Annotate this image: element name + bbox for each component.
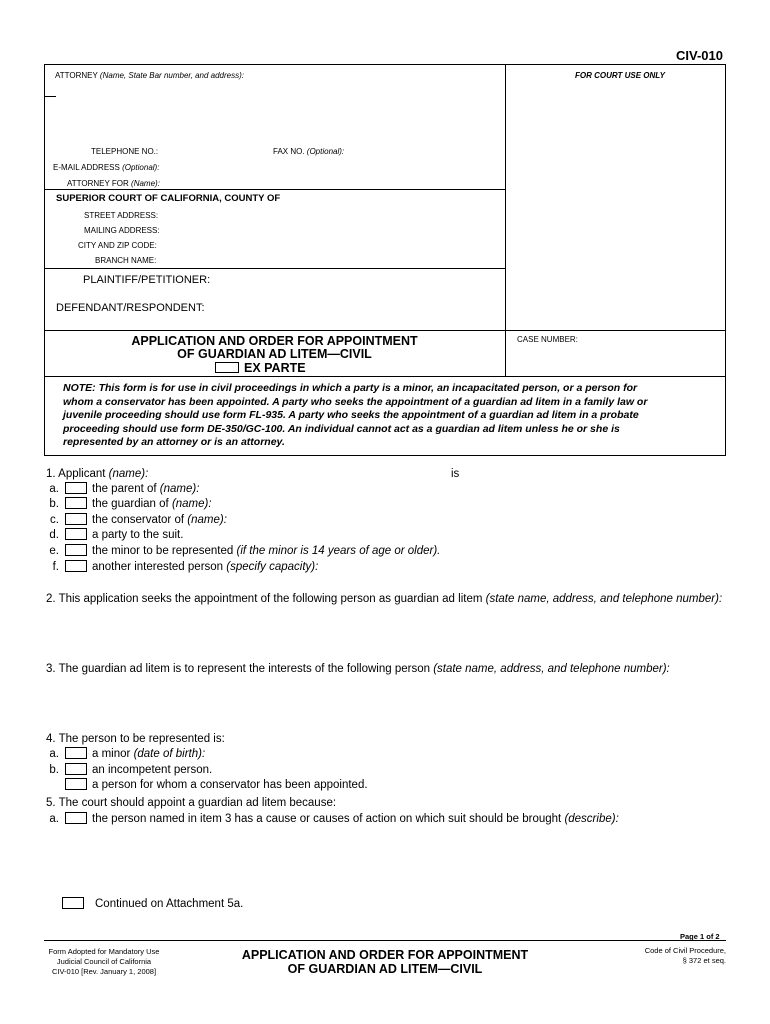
item1-checkbox-f[interactable] [65,560,87,572]
item5-checkbox-a[interactable] [65,812,87,824]
footer-right: Code of Civil Procedure, § 372 et seq. [644,946,726,965]
footer-rule [44,940,726,941]
mark [44,96,56,97]
item4-checkbox-a[interactable] [65,747,87,759]
divider [44,268,505,269]
form-number: CIV-010 [676,48,723,63]
item1-applicant: 1. Applicant (name): [46,468,149,480]
divider [44,330,726,331]
item1-checkbox-c[interactable] [65,513,87,525]
continued-attachment-row: Continued on Attachment 5a. [62,898,243,910]
divider [44,189,505,190]
item4-checkbox-c[interactable] [65,778,87,790]
attorney-for-label: ATTORNEY FOR (Name): [67,179,160,188]
ex-parte-row: EX PARTE [215,361,306,375]
attorney-label: ATTORNEY (Name, State Bar number, and address): [55,71,244,80]
case-divider [505,330,506,376]
street-address-label: STREET ADDRESS: [84,211,159,220]
plaintiff-label: PLAINTIFF/PETITIONER: [83,274,211,286]
court-title: SUPERIOR COURT OF CALIFORNIA, COUNTY OF [56,193,281,204]
form-title-line2: OF GUARDIAN AD LITEM—CIVIL [177,347,372,361]
item1-option-f: f. another interested person (specify capacity): [52,561,319,574]
item4-checkbox-b[interactable] [65,763,87,775]
city-zip-label: CITY AND ZIP CODE: [78,241,157,250]
item4-label: 4. The person to be represented is: [46,733,225,745]
item4-option-c: a person for whom a conservator has been appointed. [41,779,368,791]
item1-is: is [451,468,460,480]
footer-left: Form Adopted for Mandatory Use Judicial Council of California CIV-010 [Rev. January 1, 2008] [48,947,160,976]
item1-checkbox-b[interactable] [65,497,87,509]
fax-label: FAX NO. (Optional): [273,147,345,156]
footer-title: APPLICATION AND ORDER FOR APPOINTMENT OF GUARDIAN AD LITEM—CIVIL [241,948,529,976]
item1-option-b: b. the guardian of (name): [49,498,212,511]
item1-checkbox-d[interactable] [65,528,87,540]
form-title-line1: APPLICATION AND ORDER FOR APPOINTMENT [131,334,418,348]
court-use-only: FOR COURT USE ONLY [575,71,665,80]
item5-label: 5. The court should appoint a guardian ad litem because: [46,797,337,809]
item1-checkbox-e[interactable] [65,544,87,556]
email-label: E-MAIL ADDRESS (Optional): [53,163,160,172]
item1-option-c: c. the conservator of (name): [50,514,227,527]
item1-option-e: e. the minor to be represented (if the minor is 14 years of age or older). [49,545,441,558]
item3: 3. The guardian ad litem is to represent the interests of the following person (state name, address, and telephone number): [46,663,670,675]
court-use-divider [505,64,506,330]
item2: 2. This application seeks the appointment of the following person as guardian ad litem (state name, address, and telephone number): [46,593,723,605]
telephone-label: TELEPHONE NO.: [91,147,159,156]
item4-option-b: b. an incompetent person. [49,764,213,777]
defendant-label: DEFENDANT/RESPONDENT: [56,302,205,314]
continued-checkbox[interactable] [62,897,84,909]
ex-parte-checkbox[interactable] [215,362,239,373]
item4-option-a: a. a minor (date of birth): [49,748,206,761]
divider [44,376,726,377]
case-number-label: CASE NUMBER: [517,335,578,344]
item1-option-d: d. a party to the suit. [49,529,184,542]
mailing-address-label: MAILING ADDRESS: [84,226,160,235]
item1-checkbox-a[interactable] [65,482,87,494]
branch-name-label: BRANCH NAME: [95,256,157,265]
item5-option-a: a. the person named in item 3 has a cause or causes of action on which suit should be brought (describe): [49,813,619,826]
item1-option-a: a. the parent of (name): [49,483,200,496]
page-number: Page 1 of 2 [680,932,720,941]
note: NOTE: This form is for use in civil proceedings in which a party is a minor, an incapacitated person, or a person for whom a conservator has been appointed. A party who seeks the appointment of a guardian ad litem in a family law or juvenile proceeding should use form FL-935. A party who seeks the appointment of a guardian ad litem in a probate proceeding should use form DE-350/GC-100. An individual cannot act as a guardian ad litem unless he or she is represented by an attorney or is an attorney. [63,382,648,448]
